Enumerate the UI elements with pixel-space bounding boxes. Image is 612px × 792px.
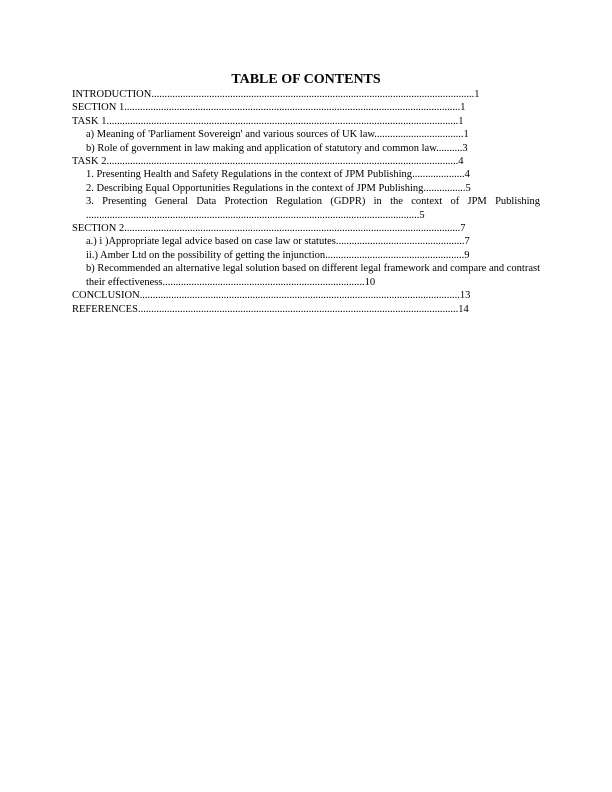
toc-entry-equal-opportunities[interactable] [72,182,540,195]
toc-page-number: 7 [464,236,470,248]
toc-entry-text: TASK 2 [72,156,107,168]
toc-entry-text: CONCLUSION [72,290,140,302]
toc-entry-gdpr[interactable] [72,195,540,222]
toc-leader-dots: .......... [436,142,463,154]
toc-entry-introduction[interactable] [72,88,540,101]
toc-leader-dots: ...................................................................................................................................... [106,156,459,168]
toc-entry-parliament-sovereign[interactable] [72,128,540,141]
toc-entry-legal-advice[interactable] [72,235,540,248]
toc-leader-dots: .................................. [374,129,464,141]
toc-leader-dots: ........................................................................................................................... [151,89,475,100]
toc-entry-conclusion[interactable] [72,289,540,302]
toc-entry-text: b) Role of government in law making and application of statutory and common law [86,142,437,154]
toc-page-number: 10 [364,276,376,288]
toc-leader-dots: ................ [423,182,466,194]
toc-leader-dots: ............................................................................................................................... [86,209,420,221]
toc-entry-references[interactable] [72,303,540,316]
toc-leader-dots: .......................................................................................................................... [139,290,460,302]
toc-page-number: 5 [419,209,425,221]
toc-page-number: 5 [465,182,471,194]
toc-leader-dots: ............................................................................. [162,276,365,288]
toc-entry-text: a) Meaning of 'Parliament Sovereign' and various sources of UK law [86,129,375,141]
toc-leader-dots: .................... [412,169,465,181]
toc-entry-task-2[interactable] [72,155,540,168]
toc-page-number: 1 [458,115,464,127]
toc-page-number: 9 [464,249,470,261]
document-page [72,72,540,316]
toc-leader-dots: ................................................................................................................................ [124,223,461,235]
toc-page-number: 14 [458,303,469,315]
toc-entry-text: ii.) Amber Ltd on the possibility of getting the injunction [86,249,326,261]
toc-entry-alternative-solution[interactable] [72,262,540,289]
toc-page-number: 3 [462,142,468,154]
toc-leader-dots: .......................................................................................................................... [137,303,459,315]
toc-leader-dots: ...................................................................................................................................... [106,115,459,127]
toc-page-number: 4 [464,169,470,181]
toc-entry-health-safety[interactable] [72,168,540,181]
toc-entry-injunction[interactable] [72,249,540,262]
toc-page-number: 1 [463,129,469,141]
toc-page-number: 1 [460,102,466,114]
toc-page-number: 4 [458,156,464,168]
toc-leader-dots: ................................................. [335,236,465,248]
toc-entry-text: TASK 1 [72,115,107,127]
toc-entry-text: REFERENCES [72,303,138,315]
toc-entry-text: 3. Presenting General Data Protection Regulation (GDPR) in the context of JPM Publishing [86,196,540,208]
toc-page-number: 1 [474,89,480,100]
toc-entry-text: 1. Presenting Health and Safety Regulations in the context of JPM Publishing [86,169,413,181]
toc-entry-text: INTRODUCTION [72,89,152,100]
toc-entry-task-1[interactable] [72,115,540,128]
toc-leader-dots: ..................................................... [325,249,465,261]
toc-entry-role-of-government[interactable] [72,142,540,155]
toc-entry-section-1[interactable] [72,101,540,114]
toc-leader-dots: ................................................................................................................................ [124,102,461,114]
toc-entry-text: SECTION 1 [72,102,125,114]
toc-page-number: 13 [459,290,471,302]
toc-entry-section-2[interactable] [72,222,540,235]
toc-entry-text: a.) i )Appropriate legal advice based on case law or statutes [86,236,336,248]
toc-entry-text: b) Recommended an alternative legal solution based on different legal framework and compare and contrast their effectiveness [86,263,540,288]
toc-entry-text: 2. Describing Equal Opportunities Regulations in the context of JPM Publishing [86,182,424,194]
toc-entry-text: SECTION 2 [72,223,125,235]
toc-title: TABLE OF CONTENTS [231,72,381,87]
toc-page-number: 7 [460,223,466,235]
